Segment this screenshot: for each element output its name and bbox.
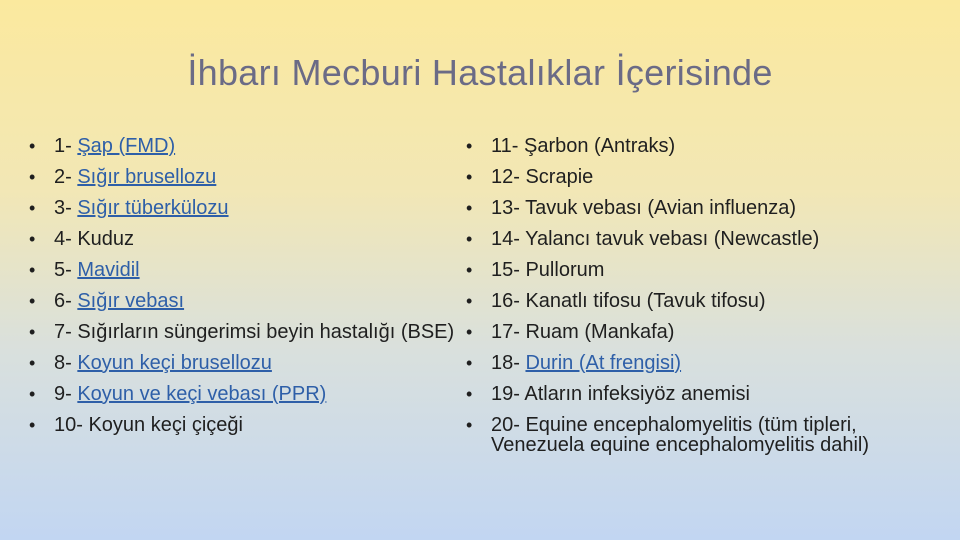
bullet-icon: • — [466, 136, 473, 156]
disease-name: Atların infeksiyöz anemisi — [524, 383, 751, 405]
disease-name: Equine encephalomyelitis (tüm tipleri, Venezuela equine encephalomyelitis dahil) — [491, 414, 870, 456]
item-number: 15- — [491, 259, 526, 281]
bullet-icon: • — [29, 384, 36, 404]
disease-name: Ruam (Mankafa) — [525, 321, 675, 343]
list-item — [463, 379, 953, 410]
bullet-icon: • — [466, 198, 473, 218]
bullet-icon: • — [29, 291, 36, 311]
item-number: 11- — [491, 135, 524, 157]
item-number: 4- — [54, 228, 78, 250]
disease-name: Pullorum — [525, 259, 605, 281]
list-item — [26, 317, 456, 348]
disease-link[interactable]: Şap (FMD) — [77, 135, 176, 157]
item-number: 18- — [491, 352, 526, 374]
item-number: 1- — [54, 135, 78, 157]
list-item — [463, 410, 953, 461]
disease-name: Sığırların süngerimsi beyin hastalığı (BSE) — [77, 321, 455, 343]
bullet-icon: • — [29, 260, 36, 280]
item-number: 2- — [54, 166, 78, 188]
item-number: 8- — [54, 352, 78, 374]
item-number: 3- — [54, 197, 78, 219]
disease-link[interactable]: Sığır vebası — [77, 290, 185, 312]
list-item — [463, 131, 953, 162]
list-item — [463, 162, 953, 193]
list-item — [463, 348, 953, 379]
bullet-icon: • — [466, 167, 473, 187]
list-item — [26, 162, 456, 193]
disease-link[interactable]: Koyun keçi brusellozu — [77, 352, 272, 374]
disease-name: Scrapie — [525, 166, 594, 188]
item-number: 19- — [491, 383, 525, 405]
item-number: 17- — [491, 321, 526, 343]
disease-name: Tavuk vebası (Avian influenza) — [525, 197, 796, 219]
list-item — [26, 286, 456, 317]
item-number: 10- — [54, 414, 89, 436]
disease-name: Kanatlı tifosu (Tavuk tifosu) — [525, 290, 766, 312]
item-number: 9- — [54, 383, 78, 405]
list-item — [26, 193, 456, 224]
bullet-icon: • — [29, 415, 36, 435]
slide-title: İhbarı Mecburi Hastalıklar İçerisinde — [187, 52, 773, 93]
item-number: 16- — [491, 290, 526, 312]
list-item — [463, 193, 953, 224]
list-item — [463, 286, 953, 317]
list-item — [26, 348, 456, 379]
item-number: 20- — [491, 414, 526, 436]
list-item — [463, 224, 953, 255]
item-number: 12- — [491, 166, 526, 188]
disease-link[interactable]: Mavidil — [77, 259, 140, 281]
bullet-icon: • — [466, 291, 473, 311]
bullet-icon: • — [466, 322, 473, 342]
list-item — [26, 224, 456, 255]
disease-name: Kuduz — [77, 228, 135, 250]
list-item — [26, 131, 456, 162]
list-item — [26, 255, 456, 286]
bullet-icon: • — [466, 229, 473, 249]
bullet-icon: • — [29, 167, 36, 187]
bullet-icon: • — [466, 260, 473, 280]
bullet-icon: • — [29, 322, 36, 342]
bullet-icon: • — [29, 198, 36, 218]
disease-name: Şarbon (Antraks) — [523, 135, 676, 157]
disease-link[interactable]: Sığır brusellozu — [77, 166, 217, 188]
item-number: 5- — [54, 259, 78, 281]
item-number: 6- — [54, 290, 78, 312]
disease-link[interactable]: Durin (At frengisi) — [525, 352, 682, 374]
disease-name: Yalancı tavuk vebası (Newcastle) — [525, 228, 820, 250]
bullet-icon: • — [466, 415, 473, 435]
disease-list-right — [463, 131, 953, 461]
disease-link[interactable]: Koyun ve keçi vebası (PPR) — [77, 383, 327, 405]
list-item — [26, 379, 456, 410]
bullet-icon: • — [29, 229, 36, 249]
bullet-icon: • — [466, 353, 473, 373]
list-item — [463, 255, 953, 286]
item-number: 14- — [491, 228, 526, 250]
item-number: 7- — [54, 321, 78, 343]
disease-name: Koyun keçi çiçeği — [88, 414, 243, 436]
disease-list-left — [26, 131, 456, 441]
list-item — [463, 317, 953, 348]
disease-link[interactable]: Sığır tüberkülozu — [77, 197, 229, 219]
bullet-icon: • — [466, 384, 473, 404]
list-item — [26, 410, 456, 441]
item-number: 13- — [491, 197, 526, 219]
bullet-icon: • — [29, 353, 36, 373]
bullet-icon: • — [29, 136, 36, 156]
